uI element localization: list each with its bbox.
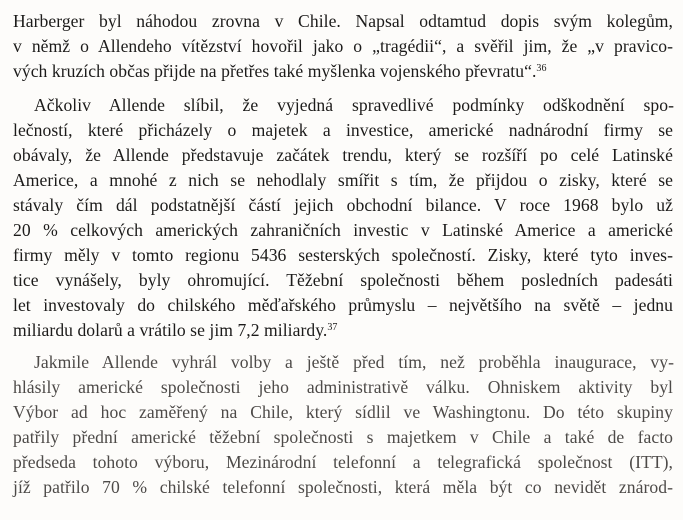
text-line — [13, 318, 673, 342]
text-line — [13, 59, 673, 83]
text-line: obávaly, že Allende představuje začátek trendu, který se rozšíří po celé Latinské — [13, 145, 673, 165]
text-line: tice vynášely, byly ohromující. Těžební společnosti během posledních padesáti — [13, 270, 673, 290]
text-line: Americe, a mnohé z nich se nehodlaly smířit s tím, že přijdou o zisky, které se — [13, 170, 673, 190]
text-line: Ačkoliv Allende slíbil, že vyjedná spravedlivé podmínky odškodnění spo- — [34, 95, 674, 115]
text-line: Jakmile Allende vyhrál volby a ještě před tím, než proběhla inaugurace, vy- — [34, 352, 674, 372]
text-line: v němž o Allendeho vítězství hovořil jako o „tragédii“, a svěřil jim, že „v pravico- — [13, 36, 673, 56]
text-line: let investovaly do chilského měďařského průmyslu – největšího na světě – jednu — [13, 295, 673, 315]
text-line: předseda tohoto výboru, Mezinárodní telefonní a telegrafická společnost (ITT), — [13, 452, 673, 472]
text-line: firmy měly v tomto regionu 5436 sesterských společností. Zisky, které tyto inves- — [13, 245, 673, 265]
text-line-content: vých kruzích občas přijde na přetřes také myšlenka vojenského převratu“. — [13, 61, 537, 81]
footnote-marker: 36 — [536, 63, 547, 74]
text-line: Harberger byl náhodou zrovna v Chile. Napsal odtamtud dopis svým kolegům, — [13, 11, 673, 31]
footnote-marker: 37 — [327, 322, 338, 333]
text-line: 20 % celkových amerických zahraničních investic v Latinské Americe a americké — [13, 220, 673, 240]
text-line: jíž patřilo 70 % chilské telefonní společnosti, která měla být co nevidět znárod- — [13, 477, 673, 497]
text-line: hlásily americké společnosti jeho administrativě válku. Ohniskem aktivity byl — [13, 377, 673, 397]
text-line-content: miliardu dolarů a vrátilo se jim 7,2 miliardy. — [13, 320, 328, 340]
text-line: lečností, které přicházely o majetek a investice, americké nadnárodní firmy se — [13, 120, 673, 140]
text-line: Výbor ad hoc zaměřený na Chile, který sídlil ve Washingtonu. Do této skupiny — [13, 402, 673, 422]
text-line: stávaly čím dál podstatnější částí jejich obchodní bilance. V roce 1968 bylo už — [13, 195, 673, 215]
text-line: patřily přední americké těžební společnosti s majetkem v Chile a také de facto — [13, 427, 673, 447]
